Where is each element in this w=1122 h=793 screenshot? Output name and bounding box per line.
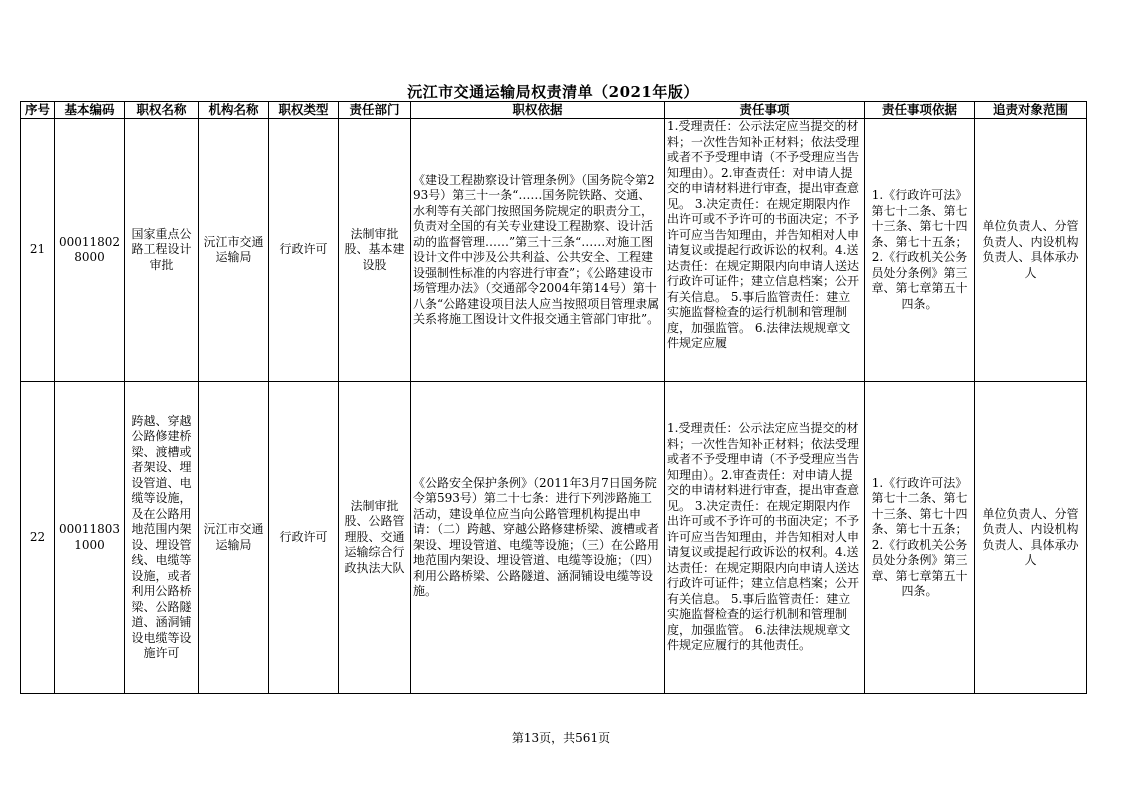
cell-basis: 《建设工程勘察设计管理条例》（国务院令第293号）第三十一条“……国务院铁路、交通、水利等有关部门按照国务院规定的职责分工，负责对全国的有关专业建设工程勘察、设计活动的监督管理……”第三十三条“……对施工图设计文件中涉及公共利益、公共安全、工程建设强制性标准的内容进行审查”；《公路建设市场管理办法》（交通部令2004年第14号）第十八条“公路建设项目法人应当按照项目管理隶属关系将施工图设计文件报交通主管部门审批”。 bbox=[411, 119, 665, 382]
header-code: 基本编码 bbox=[55, 102, 125, 119]
header-type: 职权类型 bbox=[269, 102, 339, 119]
header-accountability: 追责对象范围 bbox=[975, 102, 1087, 119]
cell-accountability: 单位负责人、分管负责人、内设机构负责人、具体承办人 bbox=[975, 382, 1087, 694]
cell-duties bbox=[665, 119, 865, 382]
header-duty-basis: 责任事项依据 bbox=[865, 102, 975, 119]
cell-seq: 22 bbox=[21, 382, 55, 694]
header-seq: 序号 bbox=[21, 102, 55, 119]
cell-name: 跨越、穿越公路修建桥梁、渡槽或者架设、埋设管道、电缆等设施，及在公路用地范围内架设、埋设管线、电缆等设施，或者利用公路桥梁、公路隧道、涵洞铺设电缆等设施许可 bbox=[125, 382, 199, 694]
cell-seq: 21 bbox=[21, 119, 55, 382]
responsibility-table bbox=[20, 101, 1087, 694]
cell-duties-text: 1.受理责任：公示法定应当提交的材料；一次性告知补正材料；依法受理或者不予受理申请（不予受理应当告知理由）。2.审查责任：对申请人提交的申请材料进行审查，提出审查意见。 3.决定责任：在规定期限内作出许可或不予许可的书面决定；不予许可应当告知理由，并告知相对人申请复议或提起行政诉讼的权利。4.送达责任：在规定期限内向申请人送达行政许可证件；建立信息档案；公开有关信息。 5.事后监管责任：建立实施监督检查的运行机制和管理制度，加强监管。 6.法律法规规章文件规定应履 bbox=[667, 119, 860, 350]
cell-duty-basis: 1.《行政许可法》第七十二条、第七十三条、第七十四条、第七十五条；2.《行政机关公务员处分条例》第三章、第七章第五十四条。 bbox=[865, 119, 975, 382]
cell-code: 000118028000 bbox=[55, 119, 125, 382]
cell-duty-basis: 1.《行政许可法》第七十二条、第七十三条、第七十四条、第七十五条；2.《行政机关公务员处分条例》第三章、第七章第五十四条。 bbox=[865, 382, 975, 694]
table-header-row bbox=[21, 102, 1087, 119]
cell-org: 沅江市交通运输局 bbox=[199, 382, 269, 694]
cell-code: 000118031000 bbox=[55, 382, 125, 694]
table-row bbox=[21, 382, 1087, 694]
cell-type: 行政许可 bbox=[269, 382, 339, 694]
cell-accountability: 单位负责人、分管负责人、内设机构负责人、具体承办人 bbox=[975, 119, 1087, 382]
header-basis: 职权依据 bbox=[411, 102, 665, 119]
page-footer: 第13页，共561页 bbox=[511, 731, 611, 745]
header-dept: 责任部门 bbox=[339, 102, 411, 119]
cell-dept: 法制审批股、公路管理股、交通运输综合行政执法大队 bbox=[339, 382, 411, 694]
cell-duties: 1.受理责任：公示法定应当提交的材料；一次性告知补正材料；依法受理或者不予受理申请（不予受理应当告知理由）。2.审查责任：对申请人提交的申请材料进行审查，提出审查意见。 3.决定责任：在规定期限内作出许可或不予许可的书面决定；不予许可应当告知理由，并告知相对人申请复议或提起行政诉讼的权利。4.送达责任：在规定期限内向申请人送达行政许可证件；建立信息档案；公开有关信息。 5.事后监管责任：建立实施监督检查的运行机制和管理制度，加强监管。 6.法律法规规章文件规定应履行的其他责任。 bbox=[665, 382, 865, 694]
cell-basis: 《公路安全保护条例》（2011年3月7日国务院令第593号）第二十七条：进行下列涉路施工活动，建设单位应当向公路管理机构提出申请：（二）跨越、穿越公路修建桥梁、渡槽或者架设、埋设管道、电缆等设施；（三）在公路用地范围内架设、埋设管道、电缆等设施；（四）利用公路桥梁、公路隧道、涵洞铺设电缆等设施。 bbox=[411, 382, 665, 694]
page-title: 沅江市交通运输局权责清单（2021年版） bbox=[407, 83, 699, 101]
cell-name: 国家重点公路工程设计审批 bbox=[125, 119, 199, 382]
cell-type: 行政许可 bbox=[269, 119, 339, 382]
table-row bbox=[21, 119, 1087, 382]
cell-org: 沅江市交通运输局 bbox=[199, 119, 269, 382]
header-duties: 责任事项 bbox=[665, 102, 865, 119]
cell-dept: 法制审批股、基本建设股 bbox=[339, 119, 411, 382]
header-name: 职权名称 bbox=[125, 102, 199, 119]
header-org: 机构名称 bbox=[199, 102, 269, 119]
